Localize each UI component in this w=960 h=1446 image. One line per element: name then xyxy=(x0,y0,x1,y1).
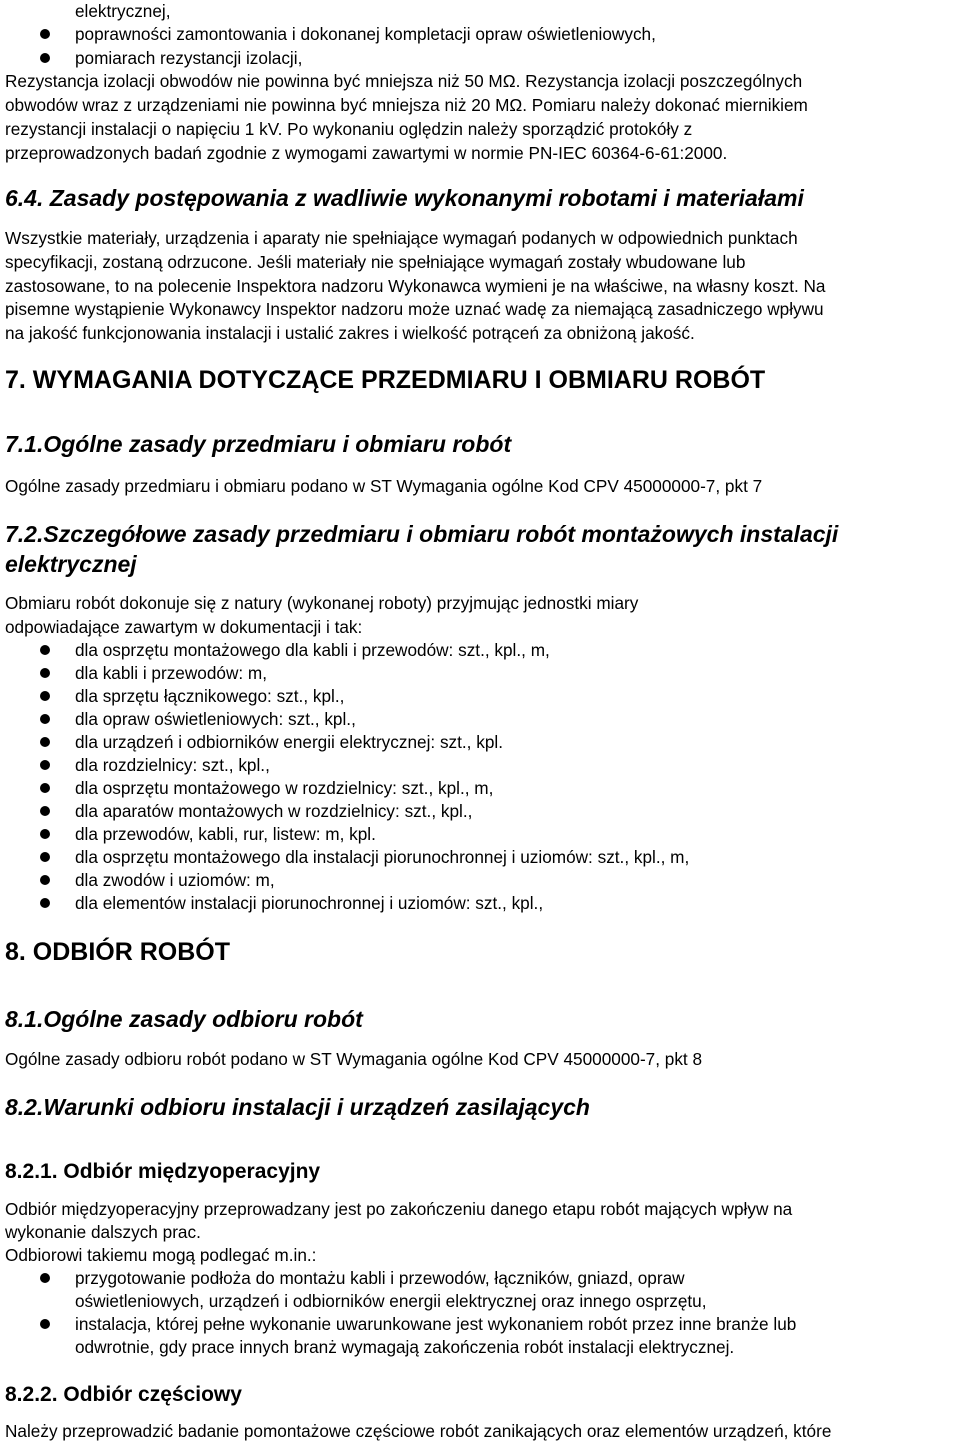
list-item: dla przewodów, kabli, rur, listew: m, kpl. xyxy=(75,824,376,844)
list-item-cont: odwrotnie, gdy prace innych branż wymagają zakończenia robót instalacji elektrycznej. xyxy=(75,1337,735,1357)
bullet-dot xyxy=(40,29,50,39)
paragraph-line: zastosowane, to na polecenie Inspektora nadzoru Wykonawca wymieni je na właściwe, na własny koszt. Na xyxy=(5,276,826,296)
intro-line: elektrycznej, xyxy=(75,1,171,21)
list-item: dla urządzeń i odbiorników energii elektrycznej: szt., kpl. xyxy=(75,732,503,752)
chapter-heading-8: 8. ODBIÓR ROBÓT xyxy=(5,938,231,966)
list-item: dla osprzętu montażowego w rozdzielnicy: szt., kpl., m, xyxy=(75,778,494,798)
bullet-dot xyxy=(40,806,50,816)
paragraph-line: obwodów wraz z urządzeniami nie powinna być mniejsza niż 20 MΩ. Pomiaru należy dokonać miernikiem xyxy=(5,95,808,115)
section-heading-7-1: 7.1.Ogólne zasady przedmiaru i obmiaru robót xyxy=(5,431,512,457)
bullet-dot xyxy=(40,1319,50,1329)
bullet-dot xyxy=(40,783,50,793)
list-item: dla aparatów montażowych w rozdzielnicy: szt., kpl., xyxy=(75,801,473,821)
section-heading-8-1: 8.1.Ogólne zasady odbioru robót xyxy=(5,1006,363,1032)
bullet-dot xyxy=(40,737,50,747)
bullet-dot xyxy=(40,852,50,862)
bullet-dot xyxy=(40,898,50,908)
list-item: dla rozdzielnicy: szt., kpl., xyxy=(75,755,270,775)
list-item-cont: oświetleniowych, urządzeń i odbiorników energii elektrycznej oraz innego osprzętu, xyxy=(75,1291,707,1311)
paragraph-line: Odbiorowi takiemu mogą podlegać m.in.: xyxy=(5,1245,317,1265)
bullet-dot xyxy=(40,668,50,678)
bullet-dot xyxy=(40,1273,50,1283)
list-item: poprawności zamontowania i dokonanej kompletacji opraw oświetleniowych, xyxy=(75,24,656,44)
paragraph-line: przeprowadzonych badań zgodnie z wymogami zawartymi w normie PN-IEC 60364-6-61:2000. xyxy=(5,143,728,163)
bullet-dot xyxy=(40,645,50,655)
list-item: dla kabli i przewodów: m, xyxy=(75,663,268,683)
bullet-dot xyxy=(40,829,50,839)
section-heading-7-2-cont: elektrycznej xyxy=(5,551,137,577)
paragraph-line: pisemne wystąpienie Wykonawcy Inspektor nadzoru może uznać wadę za niemającą zasadniczego wpływu xyxy=(5,299,824,319)
paragraph-line: Obmiaru robót dokonuje się z natury (wykonanej roboty) przyjmując jednostki miary xyxy=(5,593,639,613)
paragraph-line: Ogólne zasady przedmiaru i obmiaru podano w ST Wymagania ogólne Kod CPV 45000000-7, pkt 7 xyxy=(5,476,763,496)
section-heading-6-4: 6.4. Zasady postępowania z wadliwie wykonanymi robotami i materiałami xyxy=(5,185,804,211)
paragraph-line: na jakość funkcjonowania instalacji i ustalić zakres i wielkość potrąceń za obniżoną jakość. xyxy=(5,323,695,343)
list-item: dla osprzętu montażowego dla instalacji piorunochronnej i uziomów: szt., kpl., m, xyxy=(75,847,690,867)
section-heading-7-2: 7.2.Szczegółowe zasady przedmiaru i obmiaru robót montażowych instalacji xyxy=(5,521,839,547)
list-item: dla sprzętu łącznikowego: szt., kpl., xyxy=(75,686,345,706)
section-heading-8-2: 8.2.Warunki odbioru instalacji i urządzeń zasilających xyxy=(5,1094,590,1120)
list-item: pomiarach rezystancji izolacji, xyxy=(75,48,303,68)
list-item: dla opraw oświetleniowych: szt., kpl., xyxy=(75,709,356,729)
list-item: instalacja, której pełne wykonanie uwarunkowane jest wykonaniem robót przez inne branże lub xyxy=(75,1314,797,1334)
bullet-dot xyxy=(40,691,50,701)
list-item: dla zwodów i uziomów: m, xyxy=(75,870,275,890)
paragraph-line: rezystancji instalacji o napięciu 1 kV. Po wykonaniu oględzin należy sporządzić protokóły z xyxy=(5,119,693,139)
paragraph-line: wykonanie dalszych prac. xyxy=(5,1222,201,1242)
bullet-dot xyxy=(40,760,50,770)
subsection-heading-8-2-1: 8.2.1. Odbiór międzyoperacyjny xyxy=(5,1160,321,1183)
bullet-dot xyxy=(40,875,50,885)
chapter-heading-7: 7. WYMAGANIA DOTYCZĄCE PRZEDMIARU I OBMIARU ROBÓT xyxy=(5,366,766,394)
subsection-heading-8-2-2: 8.2.2. Odbiór częściowy xyxy=(5,1383,242,1406)
bullet-dot xyxy=(40,53,50,63)
paragraph-line: specyfikacji, zostaną odrzucone. Jeśli materiały nie spełniające wymagań zostały wbudowane lub xyxy=(5,252,746,272)
paragraph-line: Wszystkie materiały, urządzenia i aparaty nie spełniające wymagań podanych w odpowiednich punktach xyxy=(5,228,798,248)
paragraph-line: odpowiadające zawartym w dokumentacji i tak: xyxy=(5,617,363,637)
bullet-dot xyxy=(40,714,50,724)
paragraph-line: Rezystancja izolacji obwodów nie powinna być mniejsza niż 50 MΩ. Rezystancja izolacji poszczególnych xyxy=(5,71,803,91)
paragraph-line: Należy przeprowadzić badanie pomontażowe częściowe robót zanikających oraz elementów urządzeń, które xyxy=(5,1421,832,1441)
paragraph-line: Ogólne zasady odbioru robót podano w ST Wymagania ogólne Kod CPV 45000000-7, pkt 8 xyxy=(5,1049,703,1069)
list-item: dla osprzętu montażowego dla kabli i przewodów: szt., kpl., m, xyxy=(75,640,550,660)
list-item: dla elementów instalacji piorunochronnej i uziomów: szt., kpl., xyxy=(75,893,544,913)
list-item: przygotowanie podłoża do montażu kabli i przewodów, łączników, gniazd, opraw xyxy=(75,1268,685,1288)
paragraph-line: Odbiór międzyoperacyjny przeprowadzany jest po zakończeniu danego etapu robót mających wpływ na xyxy=(5,1199,793,1219)
